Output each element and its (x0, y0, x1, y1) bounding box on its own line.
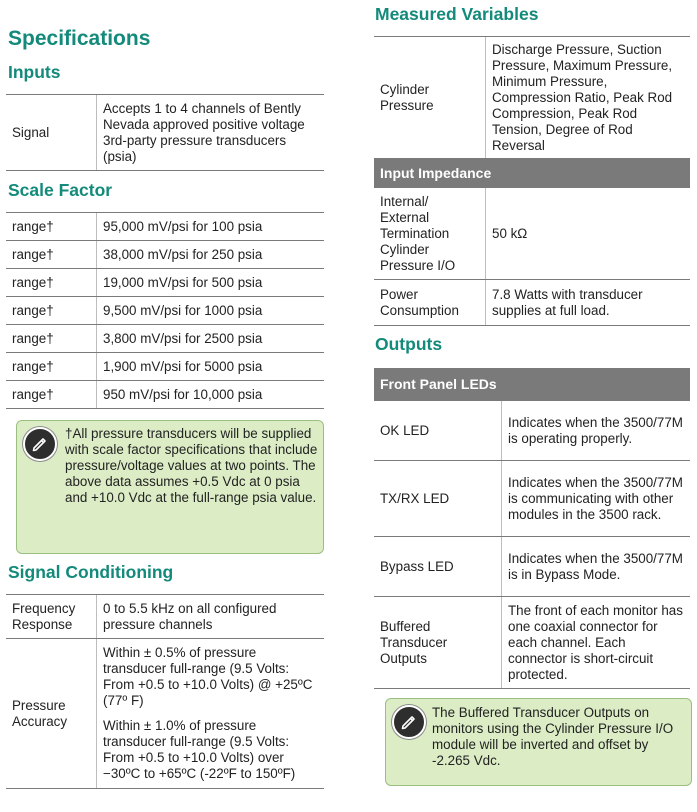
range-value: 19,000 mV/psi for 500 psia (97, 269, 325, 297)
table-row (374, 401, 690, 461)
table-row (6, 297, 324, 325)
range-label: range† (6, 353, 97, 381)
pressure-accuracy-value-2: Within ± 1.0% of pressure transducer full-range (9.5 Volts: From +0.5 to +10.0 Volts) over −30ºC to +65ºC (-22ºF to 150ºF) (103, 718, 296, 781)
signal-label: Signal (6, 95, 97, 171)
pressure-accuracy-label: Pressure Accuracy (6, 639, 97, 789)
range-value: 1,900 mV/psi for 5000 psia (97, 353, 325, 381)
frequency-response-value: 0 to 5.5 kHz on all configured pressure channels (97, 595, 325, 639)
buffered-outputs-note (385, 698, 692, 786)
table-row (374, 188, 690, 280)
outputs-heading: Outputs (375, 334, 443, 354)
output-value: Indicates when the 3500/77M is operating properly. (502, 401, 691, 461)
range-value: 38,000 mV/psi for 250 psia (97, 241, 325, 269)
power-consumption-value: 7.8 Watts with transducer supplies at full load. (486, 280, 691, 326)
output-label: TX/RX LED (374, 461, 502, 537)
table-row (374, 461, 690, 537)
frequency-response-label: Frequency Response (6, 595, 97, 639)
output-label: OK LED (374, 401, 502, 461)
cylinder-pressure-value: Discharge Pressure, Suction Pressure, Maximum Pressure, Minimum Pressure, Compression Ratio, Peak Rod Compression, Peak Rod Tension, Degree of Rod Reversal (486, 37, 691, 159)
output-label: Buffered Transducer Outputs (374, 597, 502, 689)
table-row (374, 37, 690, 159)
scale-factor-note-text: †All pressure transducers will be supplied with scale factor specifications that include pressure/voltage values at two points. The above data assumes +0.5 Vdc at 0 psia and +10.0 Vdc at the full-range psia value. (65, 426, 318, 505)
table-row (374, 280, 690, 326)
output-value: Indicates when the 3500/77M is in Bypass Mode. (502, 537, 691, 597)
output-value: Indicates when the 3500/77M is communicating with other modules in the 3500 rack. (502, 461, 691, 537)
table-row (374, 368, 690, 401)
range-label: range† (6, 325, 97, 353)
table-row (374, 597, 690, 689)
pencil-icon (392, 705, 426, 739)
measured-variables-heading: Measured Variables (375, 4, 539, 24)
impedance-value: 50 kΩ (486, 188, 691, 280)
table-row (374, 537, 690, 597)
range-value: 950 mV/psi for 10,000 psia (97, 381, 325, 409)
range-label: range† (6, 381, 97, 409)
range-value: 95,000 mV/psi for 100 psia (97, 213, 325, 241)
measured-variables-table (374, 36, 690, 326)
table-row (6, 595, 324, 639)
table-row (374, 159, 690, 188)
power-consumption-label: Power Consumption (374, 280, 486, 326)
range-label: range† (6, 213, 97, 241)
table-row (6, 241, 324, 269)
table-row (6, 639, 324, 789)
impedance-label: Internal/ External Termination Cylinder Pressure I/O (374, 188, 486, 280)
range-value: 3,800 mV/psi for 2500 psia (97, 325, 325, 353)
scale-factor-table (6, 212, 324, 409)
table-row (6, 353, 324, 381)
outputs-table (374, 368, 690, 689)
signal-value: Accepts 1 to 4 channels of Bently Nevada approved positive voltage 3rd-party pressure transducers (psia) (97, 95, 325, 171)
buffered-outputs-note-text: The Buffered Transducer Outputs on monitors using the Cylinder Pressure I/O module will be inverted and offset by -2.265 Vdc. (432, 705, 674, 768)
front-panel-leds-header: Front Panel LEDs (374, 368, 690, 401)
input-impedance-header: Input Impedance (374, 159, 690, 188)
table-row (6, 325, 324, 353)
table-row (6, 381, 324, 409)
range-label: range† (6, 269, 97, 297)
output-label: Bypass LED (374, 537, 502, 597)
page-title: Specifications (8, 27, 151, 50)
output-value: The front of each monitor has one coaxial connector for each channel. Each connector is short-circuit protected. (502, 597, 691, 689)
scale-factor-heading: Scale Factor (8, 180, 113, 200)
cylinder-pressure-label: Cylinder Pressure (374, 37, 486, 159)
signal-conditioning-table (6, 594, 324, 789)
range-label: range† (6, 241, 97, 269)
inputs-table (6, 94, 324, 171)
signal-conditioning-heading: Signal Conditioning (8, 562, 174, 582)
inputs-heading: Inputs (8, 62, 61, 82)
table-row (6, 269, 324, 297)
range-label: range† (6, 297, 97, 325)
pressure-accuracy-value-1: Within ± 0.5% of pressure transducer full-range (9.5 Volts: From +0.5 to +10.0 Volts) @ +25ºC (77º F) (103, 645, 313, 708)
table-row (6, 95, 324, 171)
table-row (6, 213, 324, 241)
pencil-icon (23, 427, 57, 461)
scale-factor-note (16, 420, 324, 554)
range-value: 9,500 mV/psi for 1000 psia (97, 297, 325, 325)
